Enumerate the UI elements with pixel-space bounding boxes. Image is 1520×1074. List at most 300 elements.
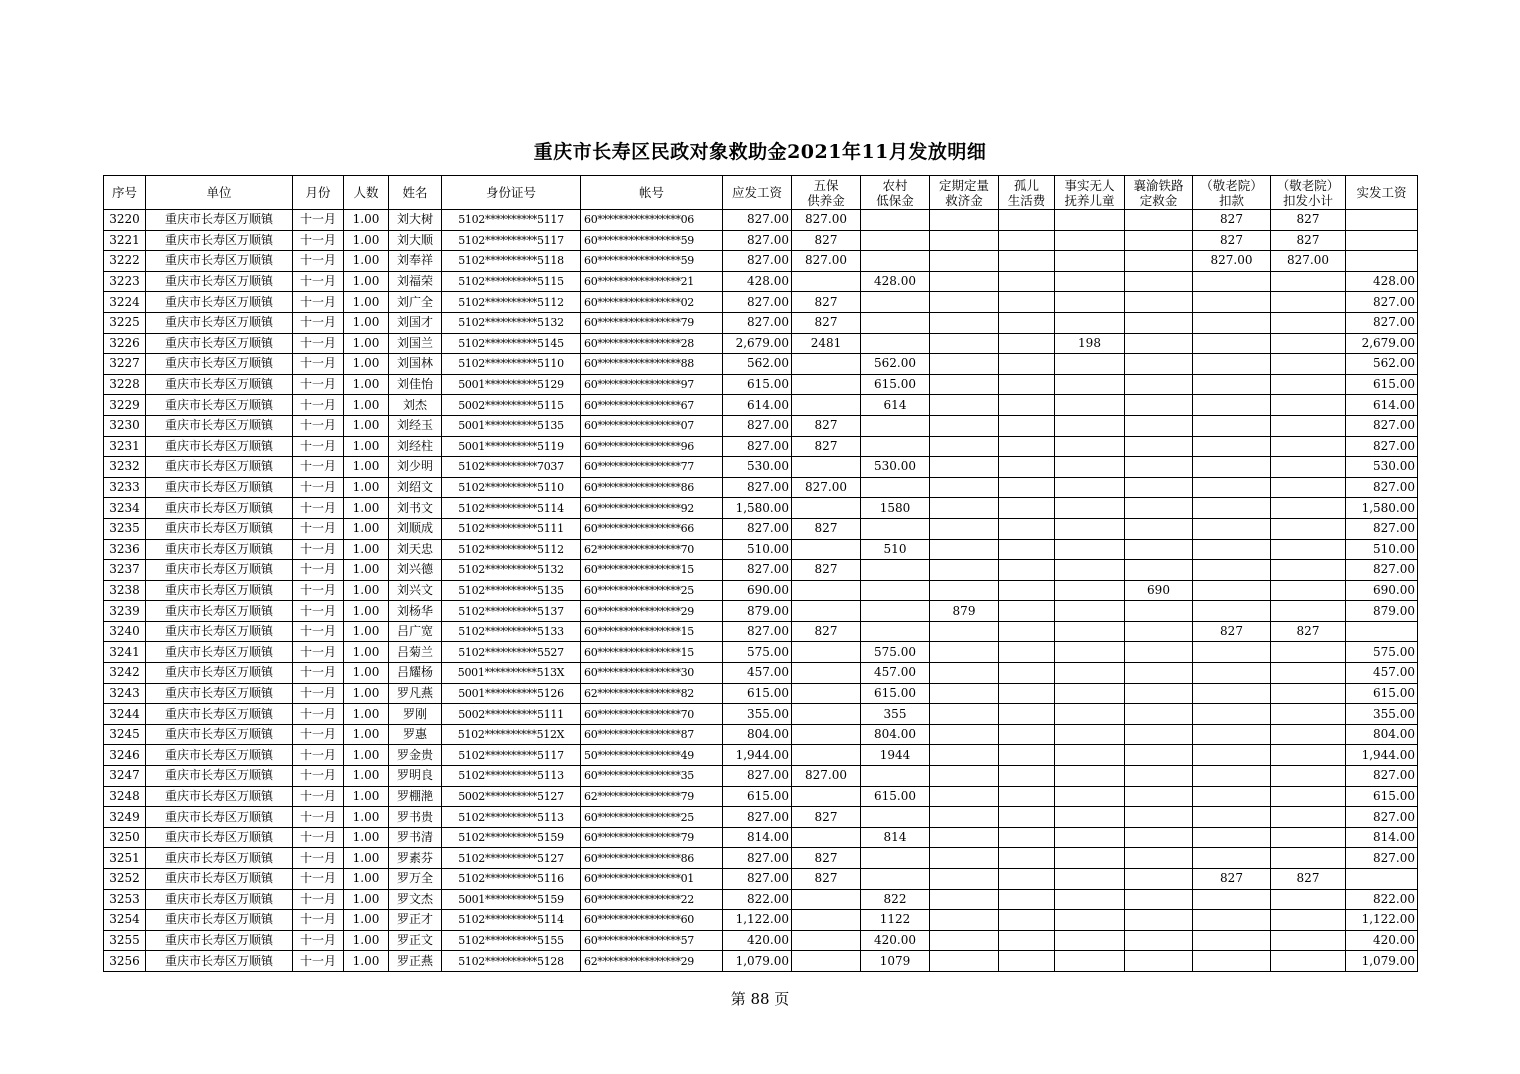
table-cell: 重庆市长寿区万顺镇 <box>146 848 293 869</box>
table-cell <box>1271 271 1346 292</box>
table-cell <box>861 230 930 251</box>
table-cell: 1.00 <box>344 910 389 931</box>
table-cell <box>1271 415 1346 436</box>
table-cell: 重庆市长寿区万顺镇 <box>146 869 293 890</box>
table-cell <box>1125 910 1193 931</box>
table-cell <box>861 251 930 272</box>
table-cell: 355 <box>861 704 930 725</box>
table-cell: 3237 <box>104 560 146 581</box>
table-cell <box>861 292 930 313</box>
table-cell: 1.00 <box>344 827 389 848</box>
table-cell: 刘大树 <box>389 210 442 231</box>
table-cell: 5102**********7037 <box>442 457 581 478</box>
table-cell: 重庆市长寿区万顺镇 <box>146 889 293 910</box>
table-cell: 重庆市长寿区万顺镇 <box>146 807 293 828</box>
table-cell <box>792 683 861 704</box>
table-cell: 罗素芬 <box>389 848 442 869</box>
table-row <box>104 724 1418 745</box>
table-cell: 562.00 <box>1346 354 1418 375</box>
table-cell <box>1055 704 1125 725</box>
table-cell: 615.00 <box>861 374 930 395</box>
table-cell <box>1125 642 1193 663</box>
column-header: 序号 <box>104 176 146 210</box>
table-cell: 615.00 <box>1346 786 1418 807</box>
table-cell: 十一月 <box>293 869 344 890</box>
table-cell: 827 <box>1271 230 1346 251</box>
table-cell <box>1193 930 1271 951</box>
table-cell: 十一月 <box>293 910 344 931</box>
table-cell: 198 <box>1055 333 1125 354</box>
table-cell <box>1193 807 1271 828</box>
table-row <box>104 642 1418 663</box>
table-cell: 1.00 <box>344 292 389 313</box>
table-cell: 3250 <box>104 827 146 848</box>
table-cell: 60****************02 <box>581 292 723 313</box>
table-cell: 827.00 <box>792 210 861 231</box>
table-cell <box>1055 312 1125 333</box>
table-cell <box>1193 395 1271 416</box>
table-cell <box>930 415 999 436</box>
column-header: 单位 <box>146 176 293 210</box>
table-cell: 60****************21 <box>581 271 723 292</box>
table-cell <box>1271 766 1346 787</box>
table-cell <box>999 354 1055 375</box>
column-header: 帐号 <box>581 176 723 210</box>
table-cell: 3234 <box>104 498 146 519</box>
table-cell <box>1125 848 1193 869</box>
table-cell: 1.00 <box>344 642 389 663</box>
table-cell: 十一月 <box>293 518 344 539</box>
table-cell: 827.00 <box>1193 251 1271 272</box>
table-cell: 1079 <box>861 951 930 972</box>
table-cell: 5102**********5112 <box>442 292 581 313</box>
table-cell <box>1346 869 1418 890</box>
column-header: （敬老院） 扣发小计 <box>1271 176 1346 210</box>
table-cell <box>861 333 930 354</box>
table-cell: 重庆市长寿区万顺镇 <box>146 951 293 972</box>
table-cell: 重庆市长寿区万顺镇 <box>146 910 293 931</box>
table-cell: 重庆市长寿区万顺镇 <box>146 724 293 745</box>
table-cell <box>792 889 861 910</box>
table-cell: 827.00 <box>1346 560 1418 581</box>
table-row <box>104 539 1418 560</box>
table-cell: 刘杨华 <box>389 601 442 622</box>
table-cell: 1,122.00 <box>1346 910 1418 931</box>
table-cell: 510 <box>861 539 930 560</box>
table-cell <box>930 663 999 684</box>
table-cell: 1122 <box>861 910 930 931</box>
table-row <box>104 745 1418 766</box>
table-cell: 3244 <box>104 704 146 725</box>
table-cell <box>999 951 1055 972</box>
table-cell <box>1271 889 1346 910</box>
table-cell <box>999 827 1055 848</box>
table-cell <box>1271 518 1346 539</box>
table-cell <box>1055 560 1125 581</box>
table-cell <box>930 374 999 395</box>
column-header: 事实无人 抚养儿童 <box>1055 176 1125 210</box>
table-cell: 3225 <box>104 312 146 333</box>
table-cell: 5102**********5145 <box>442 333 581 354</box>
table-cell: 3240 <box>104 621 146 642</box>
table-cell: 刘顺成 <box>389 518 442 539</box>
table-cell: 827 <box>792 415 861 436</box>
table-cell: 1.00 <box>344 539 389 560</box>
table-cell: 罗惠 <box>389 724 442 745</box>
table-cell <box>1125 457 1193 478</box>
table-cell <box>999 766 1055 787</box>
table-cell: 十一月 <box>293 395 344 416</box>
table-row <box>104 333 1418 354</box>
table-cell: 879 <box>930 601 999 622</box>
table-cell: 1.00 <box>344 518 389 539</box>
table-cell: 罗明良 <box>389 766 442 787</box>
table-cell: 615.00 <box>861 786 930 807</box>
table-cell <box>1125 951 1193 972</box>
table-cell: 614.00 <box>723 395 792 416</box>
table-cell <box>1055 230 1125 251</box>
table-cell: 5102**********5110 <box>442 477 581 498</box>
table-cell <box>792 539 861 560</box>
table-cell: 60****************28 <box>581 333 723 354</box>
table-cell: 3230 <box>104 415 146 436</box>
table-cell: 5001**********5129 <box>442 374 581 395</box>
table-cell: 5102**********5112 <box>442 539 581 560</box>
table-cell: 827 <box>792 436 861 457</box>
table-cell <box>999 745 1055 766</box>
table-cell: 5102**********5111 <box>442 518 581 539</box>
table-row <box>104 663 1418 684</box>
table-cell <box>1193 663 1271 684</box>
relief-payment-table <box>103 175 1418 972</box>
table-cell <box>1125 333 1193 354</box>
table-row <box>104 910 1418 931</box>
table-cell: 827 <box>1193 230 1271 251</box>
table-cell: 1.00 <box>344 786 389 807</box>
table-cell: 60****************15 <box>581 560 723 581</box>
table-cell: 吕耀杨 <box>389 663 442 684</box>
table-cell <box>1193 642 1271 663</box>
table-cell <box>1055 951 1125 972</box>
table-row <box>104 292 1418 313</box>
table-cell <box>861 560 930 581</box>
table-cell <box>861 807 930 828</box>
table-cell <box>1055 354 1125 375</box>
table-cell: 827 <box>1193 210 1271 231</box>
table-cell: 60****************59 <box>581 230 723 251</box>
table-cell: 827.00 <box>1346 848 1418 869</box>
table-cell: 3231 <box>104 436 146 457</box>
table-cell: 827.00 <box>1271 251 1346 272</box>
table-row <box>104 312 1418 333</box>
table-cell: 1.00 <box>344 271 389 292</box>
table-cell: 重庆市长寿区万顺镇 <box>146 683 293 704</box>
table-cell: 十一月 <box>293 951 344 972</box>
table-cell: 60****************97 <box>581 374 723 395</box>
table-cell <box>1055 395 1125 416</box>
table-cell <box>792 827 861 848</box>
table-cell <box>1055 601 1125 622</box>
table-cell <box>1193 889 1271 910</box>
table-cell <box>792 951 861 972</box>
table-cell: 510.00 <box>723 539 792 560</box>
table-cell: 804.00 <box>1346 724 1418 745</box>
table-cell <box>930 827 999 848</box>
table-cell: 十一月 <box>293 436 344 457</box>
table-cell <box>930 292 999 313</box>
table-cell <box>1055 827 1125 848</box>
table-cell: 十一月 <box>293 601 344 622</box>
table-row <box>104 683 1418 704</box>
table-cell <box>1055 457 1125 478</box>
table-cell <box>930 395 999 416</box>
table-cell: 重庆市长寿区万顺镇 <box>146 415 293 436</box>
table-cell: 1.00 <box>344 580 389 601</box>
table-cell: 827 <box>792 518 861 539</box>
table-cell: 十一月 <box>293 374 344 395</box>
table-cell: 罗万全 <box>389 869 442 890</box>
table-cell: 3243 <box>104 683 146 704</box>
table-cell: 814 <box>861 827 930 848</box>
table-cell <box>1271 663 1346 684</box>
table-cell: 3236 <box>104 539 146 560</box>
table-cell <box>1055 271 1125 292</box>
table-cell <box>1271 477 1346 498</box>
table-cell: 827.00 <box>723 477 792 498</box>
table-cell: 827 <box>792 230 861 251</box>
table-cell: 3241 <box>104 642 146 663</box>
table-cell <box>999 518 1055 539</box>
table-cell: 重庆市长寿区万顺镇 <box>146 580 293 601</box>
table-cell: 5102**********512X <box>442 724 581 745</box>
table-cell: 60****************29 <box>581 601 723 622</box>
table-row <box>104 271 1418 292</box>
table-cell <box>1125 415 1193 436</box>
table-cell: 5102**********5132 <box>442 312 581 333</box>
table-cell <box>930 745 999 766</box>
table-cell: 60****************96 <box>581 436 723 457</box>
table-cell <box>1055 869 1125 890</box>
table-cell: 1,944.00 <box>1346 745 1418 766</box>
table-cell: 615.00 <box>723 683 792 704</box>
table-cell <box>1271 951 1346 972</box>
table-cell: 827.00 <box>1346 312 1418 333</box>
table-cell <box>792 601 861 622</box>
table-cell <box>999 621 1055 642</box>
table-cell: 重庆市长寿区万顺镇 <box>146 786 293 807</box>
table-cell <box>930 580 999 601</box>
table-cell: 1,944.00 <box>723 745 792 766</box>
table-row <box>104 560 1418 581</box>
table-cell: 十一月 <box>293 621 344 642</box>
table-cell <box>999 724 1055 745</box>
table-cell <box>1271 333 1346 354</box>
table-cell: 827.00 <box>723 436 792 457</box>
table-cell <box>1125 271 1193 292</box>
table-cell: 刘国才 <box>389 312 442 333</box>
table-cell: 5102**********5114 <box>442 498 581 519</box>
table-cell: 879.00 <box>723 601 792 622</box>
table-cell: 1.00 <box>344 930 389 951</box>
table-cell <box>1193 786 1271 807</box>
table-cell: 615.00 <box>723 374 792 395</box>
table-header-row <box>104 176 1418 210</box>
table-cell: 5102**********5114 <box>442 910 581 931</box>
table-cell <box>1271 724 1346 745</box>
table-cell <box>1193 951 1271 972</box>
table-cell <box>1055 910 1125 931</box>
table-cell: 重庆市长寿区万顺镇 <box>146 230 293 251</box>
table-cell: 5102**********5115 <box>442 271 581 292</box>
table-cell: 重庆市长寿区万顺镇 <box>146 395 293 416</box>
table-cell: 1.00 <box>344 312 389 333</box>
table-cell <box>1055 663 1125 684</box>
table-row <box>104 869 1418 890</box>
table-cell <box>999 539 1055 560</box>
table-cell: 827.00 <box>723 251 792 272</box>
table-cell: 3220 <box>104 210 146 231</box>
table-cell: 3255 <box>104 930 146 951</box>
table-cell <box>1125 621 1193 642</box>
table-cell: 5102**********5110 <box>442 354 581 375</box>
table-cell: 刘绍文 <box>389 477 442 498</box>
table-cell: 827 <box>792 312 861 333</box>
table-cell: 827.00 <box>1346 292 1418 313</box>
table-cell <box>930 354 999 375</box>
table-cell <box>930 683 999 704</box>
table-cell <box>792 745 861 766</box>
table-cell: 罗书清 <box>389 827 442 848</box>
table-cell: 罗凡燕 <box>389 683 442 704</box>
column-header: 襄渝铁路 定救金 <box>1125 176 1193 210</box>
table-cell <box>1055 807 1125 828</box>
table-cell: 827 <box>1271 210 1346 231</box>
table-cell: 刘国林 <box>389 354 442 375</box>
table-cell: 60****************07 <box>581 415 723 436</box>
table-row <box>104 704 1418 725</box>
table-cell <box>999 910 1055 931</box>
table-cell: 重庆市长寿区万顺镇 <box>146 518 293 539</box>
table-cell: 822.00 <box>723 889 792 910</box>
table-cell <box>1125 704 1193 725</box>
table-cell: 457.00 <box>723 663 792 684</box>
table-cell: 重庆市长寿区万顺镇 <box>146 271 293 292</box>
table-cell: 3242 <box>104 663 146 684</box>
table-cell <box>1055 518 1125 539</box>
table-cell: 3232 <box>104 457 146 478</box>
table-cell <box>1193 436 1271 457</box>
table-row <box>104 889 1418 910</box>
table-cell: 2481 <box>792 333 861 354</box>
table-cell <box>861 436 930 457</box>
table-cell: 十一月 <box>293 292 344 313</box>
table-cell: 罗刚 <box>389 704 442 725</box>
table-cell: 重庆市长寿区万顺镇 <box>146 642 293 663</box>
table-cell: 60****************67 <box>581 395 723 416</box>
table-cell <box>1193 312 1271 333</box>
table-cell <box>1055 251 1125 272</box>
table-cell: 1.00 <box>344 848 389 869</box>
table-cell: 十一月 <box>293 333 344 354</box>
table-cell <box>1271 395 1346 416</box>
table-cell: 1.00 <box>344 704 389 725</box>
table-cell: 575.00 <box>1346 642 1418 663</box>
table-cell: 3228 <box>104 374 146 395</box>
table-cell: 3238 <box>104 580 146 601</box>
table-cell <box>1271 745 1346 766</box>
table-cell <box>861 601 930 622</box>
table-cell <box>1193 704 1271 725</box>
table-cell <box>1125 869 1193 890</box>
table-cell <box>1125 930 1193 951</box>
table-row <box>104 621 1418 642</box>
table-cell <box>1271 436 1346 457</box>
table-cell: 十一月 <box>293 580 344 601</box>
table-cell: 690 <box>1125 580 1193 601</box>
table-cell <box>792 724 861 745</box>
table-cell: 5102**********5128 <box>442 951 581 972</box>
table-cell <box>1271 580 1346 601</box>
table-cell <box>999 786 1055 807</box>
table-cell <box>999 580 1055 601</box>
table-cell: 5102**********5133 <box>442 621 581 642</box>
table-cell: 5102**********5117 <box>442 210 581 231</box>
table-cell: 3235 <box>104 518 146 539</box>
table-cell: 1.00 <box>344 230 389 251</box>
table-cell: 1.00 <box>344 601 389 622</box>
table-cell: 615.00 <box>1346 683 1418 704</box>
table-cell: 60****************25 <box>581 580 723 601</box>
table-cell: 重庆市长寿区万顺镇 <box>146 292 293 313</box>
table-cell: 62****************82 <box>581 683 723 704</box>
table-cell <box>1271 539 1346 560</box>
table-cell: 827 <box>792 869 861 890</box>
table-row <box>104 786 1418 807</box>
table-cell: 1.00 <box>344 477 389 498</box>
column-header: 农村 低保金 <box>861 176 930 210</box>
table-cell: 827.00 <box>723 807 792 828</box>
table-row <box>104 354 1418 375</box>
table-cell <box>861 621 930 642</box>
table-cell <box>792 354 861 375</box>
table-cell <box>999 395 1055 416</box>
column-header: 孤儿 生活费 <box>999 176 1055 210</box>
table-cell: 十一月 <box>293 210 344 231</box>
table-cell <box>999 415 1055 436</box>
table-cell: 刘福荣 <box>389 271 442 292</box>
table-cell: 5102**********5117 <box>442 745 581 766</box>
table-cell: 690.00 <box>723 580 792 601</box>
column-header: 姓名 <box>389 176 442 210</box>
table-cell: 1,079.00 <box>1346 951 1418 972</box>
table-cell: 1.00 <box>344 354 389 375</box>
table-cell <box>1271 560 1346 581</box>
table-cell: 60****************06 <box>581 210 723 231</box>
table-cell: 重庆市长寿区万顺镇 <box>146 930 293 951</box>
table-cell: 827.00 <box>792 477 861 498</box>
table-cell <box>999 230 1055 251</box>
table-cell <box>1125 354 1193 375</box>
table-cell: 60****************87 <box>581 724 723 745</box>
table-cell: 十一月 <box>293 271 344 292</box>
table-cell <box>999 601 1055 622</box>
table-cell: 827 <box>1193 869 1271 890</box>
table-row <box>104 436 1418 457</box>
table-cell: 2,679.00 <box>1346 333 1418 354</box>
table-cell: 60****************59 <box>581 251 723 272</box>
table-cell: 457.00 <box>861 663 930 684</box>
table-cell <box>792 580 861 601</box>
